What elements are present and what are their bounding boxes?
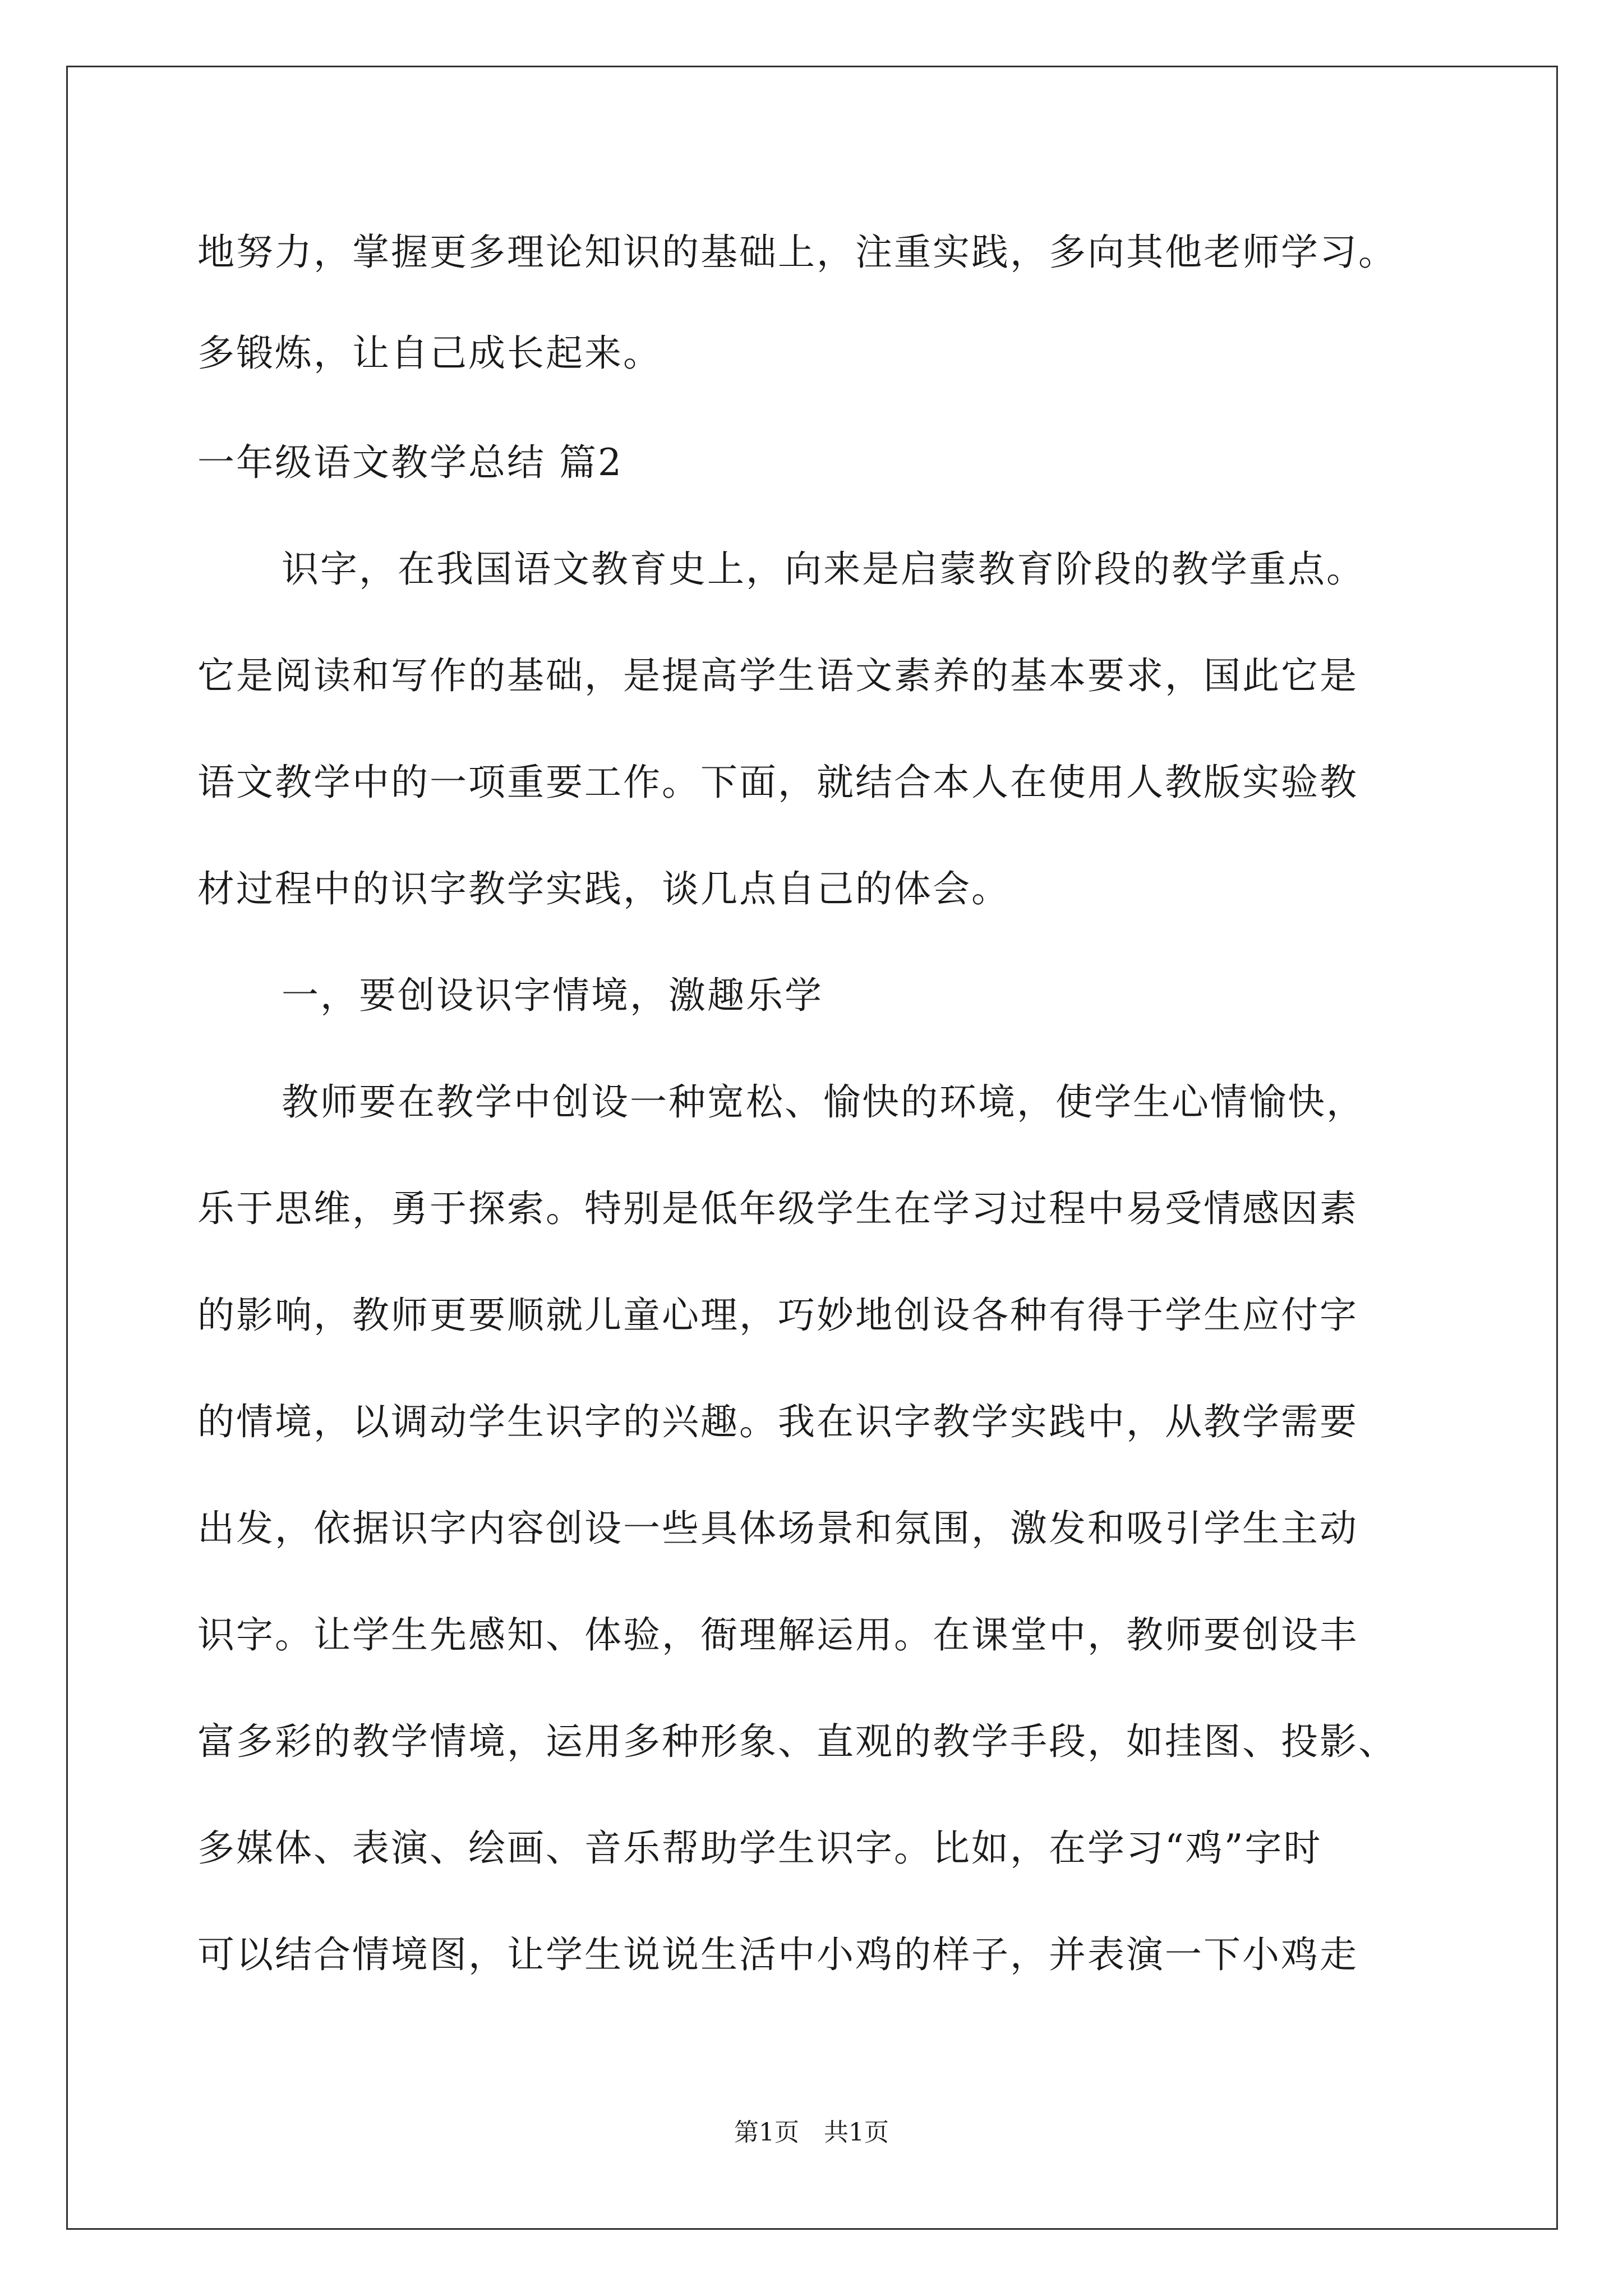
body-line-10: 乐于思维，勇于探索。特别是低年级学生在学习过程中易受情感因素 — [197, 1187, 1358, 1230]
body-line-6: 语文教学中的一项重要工作。下面，就结合本人在使用人教版实验教 — [197, 761, 1358, 804]
body-line-17: 可以结合情境图，让学生说说生活中小鸡的样子，并表演一下小鸡走 — [197, 1933, 1358, 1976]
body-line-1: 地努力，掌握更多理论知识的基础上，注重实践，多向其他老师学习。 — [197, 231, 1397, 274]
subheading-line: 一，要创设识字情境，激趣乐学 — [282, 974, 823, 1017]
body-line-15: 富多彩的教学情境，运用多种形象、直观的教学手段，如挂图、投影、 — [197, 1720, 1397, 1763]
body-line-2: 多锻炼，让自己成长起来。 — [197, 332, 662, 375]
body-line-13: 出发，依据识字内容创设一些具体场景和氛围，激发和吸引学生主动 — [197, 1507, 1358, 1550]
body-line-12: 的情境，以调动学生识字的兴趣。我在识字教学实践中，从教学需要 — [197, 1400, 1358, 1443]
body-line-16: 多媒体、表演、绘画、音乐帮助学生识字。比如，在学习“鸡”字时 — [197, 1826, 1322, 1870]
page-border — [66, 66, 1558, 2230]
body-line-5: 它是阅读和写作的基础，是提高学生语文素养的基本要求，国此它是 — [197, 654, 1358, 697]
page-number-footer: 第1页 共1页 — [734, 2118, 889, 2147]
body-line-11: 的影响，教师更要顺就儿童心理，巧妙地创设各种有得于学生应付字 — [197, 1294, 1358, 1337]
body-line-14: 识字。让学生先感知、体验，衙理解运用。在课堂中，教师要创设丰 — [197, 1613, 1358, 1657]
paragraph-start-line-2: 教师要在教学中创设一种宽松、愉快的环境，使学生心情愉快， — [282, 1080, 1365, 1124]
paragraph-start-line: 识字，在我国语文教育史上，向来是启蒙教育阶段的教学重点。 — [282, 547, 1365, 591]
section-heading: 一年级语文教学总结 篇2 — [197, 441, 623, 484]
body-line-7: 材过程中的识字教学实践，谈几点自己的体会。 — [197, 867, 1010, 910]
